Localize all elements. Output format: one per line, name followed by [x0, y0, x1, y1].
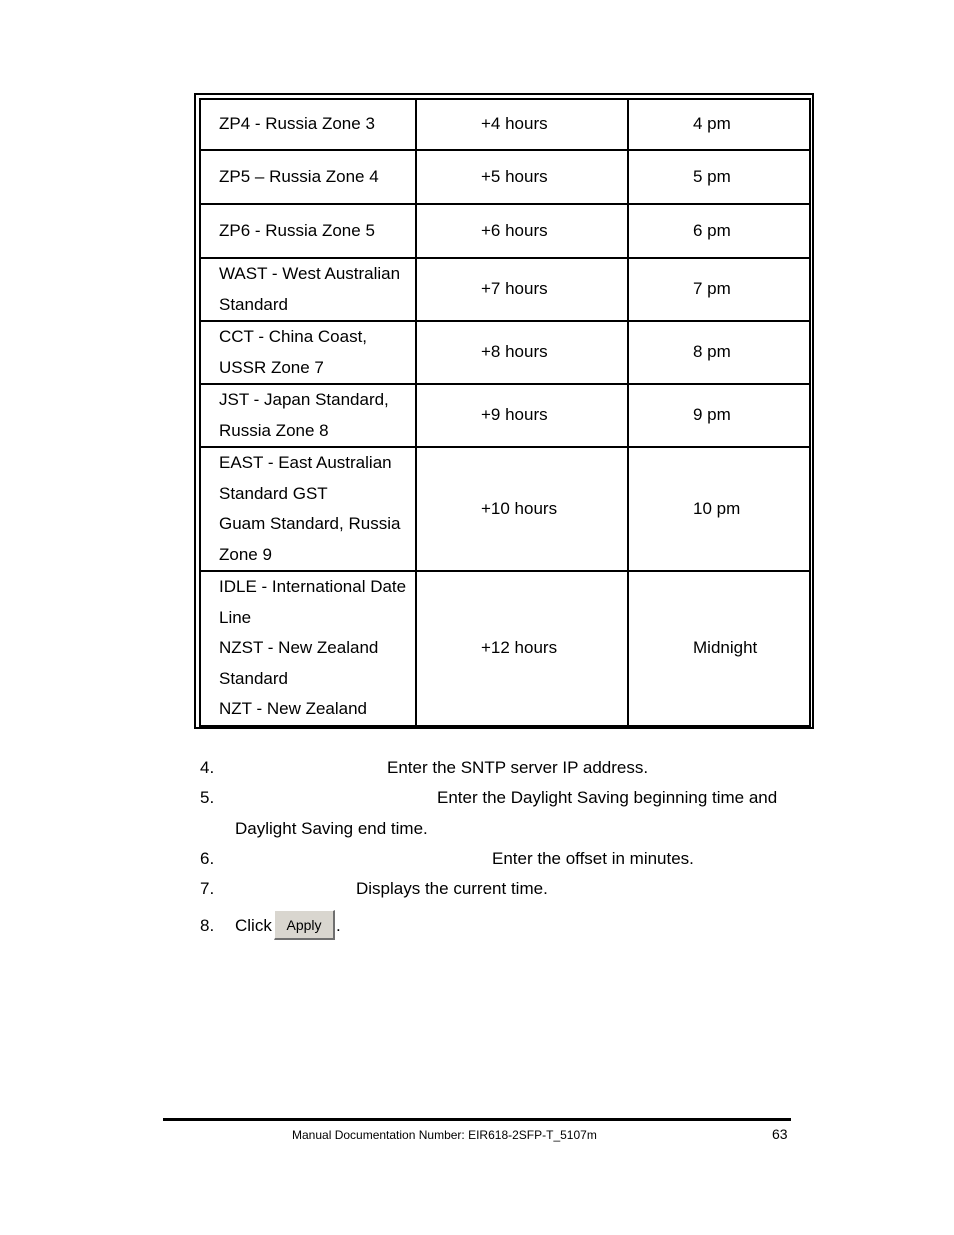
offset-cell: +12 hours [416, 571, 628, 726]
offset-cell: +4 hours [416, 99, 628, 150]
zone-cell [200, 321, 416, 384]
zone-name-line: Russia Zone 8 [219, 420, 329, 440]
time-cell: 4 pm [628, 99, 810, 150]
offset-cell: +10 hours [416, 447, 628, 571]
table-row [200, 150, 810, 204]
time-cell: 6 pm [628, 204, 810, 258]
zone-cell [200, 99, 416, 150]
table-row [200, 384, 810, 447]
zone-name-line: Line [219, 607, 252, 627]
offset-cell: +6 hours [416, 204, 628, 258]
zone-name-line: Standard GST [219, 483, 328, 503]
zone-name-line: Guam Standard, Russia [219, 514, 401, 533]
apply-button[interactable]: Apply [274, 910, 335, 940]
footer-doc-number: Manual Documentation Number: EIR618-2SFP-T_5107m [292, 1128, 597, 1142]
footer-divider [163, 1118, 791, 1121]
table-row [200, 258, 810, 321]
time-cell: 5 pm [628, 150, 810, 204]
step-number: 6. [200, 849, 215, 868]
time-cell: 7 pm [628, 258, 810, 321]
step-text: Displays the current time. [356, 879, 548, 898]
offset-cell: +8 hours [416, 321, 628, 384]
zone-name-line: ZP5 – Russia Zone 4 [219, 166, 379, 186]
zone-name-line: ZP4 - Russia Zone 3 [219, 114, 375, 134]
page-number: 63 [772, 1126, 788, 1142]
zone-cell [200, 204, 416, 258]
step-text: Daylight Saving end time. [235, 819, 428, 838]
step-number: 8. [200, 916, 215, 935]
step-text: Enter the Daylight Saving beginning time and [437, 788, 778, 807]
zone-name-line: NZT - New Zealand [219, 699, 368, 718]
zone-name-line: Zone 9 [219, 544, 272, 564]
zone-name-line: Standard [219, 668, 288, 688]
step-text: Enter the offset in minutes. [492, 849, 694, 868]
table-row [200, 321, 810, 384]
offset-cell: +9 hours [416, 384, 628, 447]
zone-name-line: WAST - West Australian [219, 264, 401, 283]
step-text: Click [235, 916, 272, 935]
zone-cell [200, 571, 416, 726]
zone-cell [200, 447, 416, 571]
offset-cell: +7 hours [416, 258, 628, 321]
timezone-table [199, 98, 811, 727]
zone-name-line: CCT - China Coast, [219, 327, 368, 346]
zone-name-line: ZP6 - Russia Zone 5 [219, 220, 375, 240]
time-cell: 10 pm [628, 447, 810, 571]
time-cell: 8 pm [628, 321, 810, 384]
table-row [200, 447, 810, 571]
timezone-table-body [200, 99, 810, 726]
zone-name-line: USSR Zone 7 [219, 357, 324, 377]
zone-cell [200, 150, 416, 204]
offset-cell: +5 hours [416, 150, 628, 204]
zone-cell [200, 384, 416, 447]
zone-name-line: Standard [219, 294, 288, 314]
table-row [200, 204, 810, 258]
step-end-punctuation: . [336, 916, 341, 935]
time-cell: Midnight [628, 571, 810, 726]
step-number: 7. [200, 879, 215, 898]
zone-name-line: IDLE - International Date [219, 577, 407, 596]
step-text: Enter the SNTP server IP address. [387, 758, 649, 777]
zone-name-line: EAST - East Australian [219, 453, 392, 472]
zone-cell [200, 258, 416, 321]
step-number: 4. [200, 758, 215, 777]
time-cell: 9 pm [628, 384, 810, 447]
timezone-table-frame [194, 93, 814, 729]
step-number: 5. [200, 788, 215, 807]
table-row [200, 571, 810, 726]
table-row [200, 99, 810, 150]
zone-name-line: JST - Japan Standard, [219, 390, 389, 409]
zone-name-line: NZST - New Zealand [219, 638, 379, 657]
